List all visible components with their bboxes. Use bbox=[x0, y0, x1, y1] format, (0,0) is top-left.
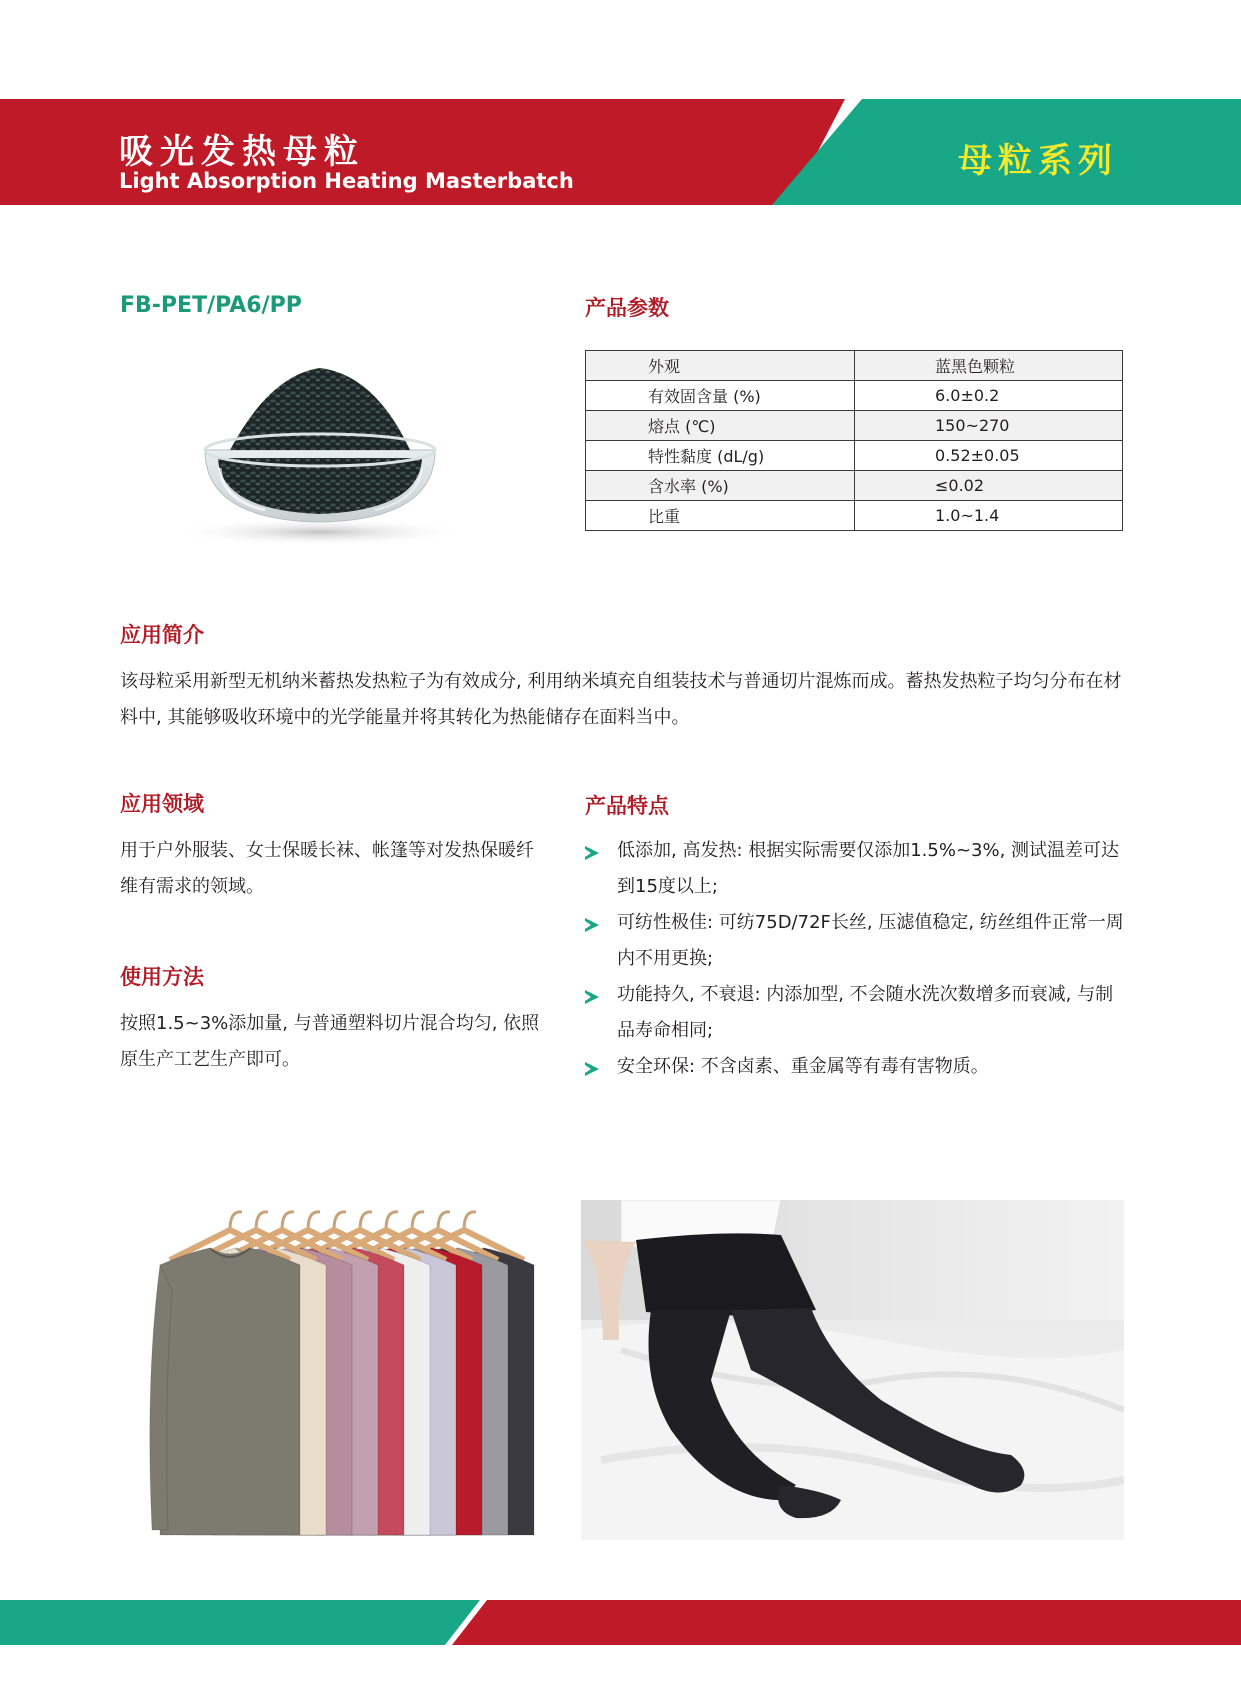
feature-text: 低添加, 高发热: 根据实际需要仅添加1.5%~3%, 测试温差可达到15度以上; bbox=[617, 840, 1120, 897]
feature-text: 可纺性极佳: 可纺75D/72F长丝, 压滤值稳定, 纺丝组件正常一周内不用更换; bbox=[617, 912, 1124, 969]
table-row bbox=[586, 471, 1123, 501]
feature-text: 功能持久, 不衰退: 内添加型, 不会随水洗次数增多而衰减, 与制品寿命相同; bbox=[617, 984, 1114, 1041]
shirts-photo bbox=[120, 1200, 560, 1540]
feature-text: 安全环保: 不含卤素、重金属等有毒有害物质。 bbox=[617, 1056, 989, 1077]
table-row bbox=[586, 441, 1123, 471]
spec-value: 0.52±0.05 bbox=[855, 441, 1123, 471]
list-item bbox=[585, 977, 1130, 1049]
spec-value: 150~270 bbox=[855, 411, 1123, 441]
list-item bbox=[585, 1049, 1130, 1085]
table-row bbox=[586, 381, 1123, 411]
intro-text: 该母粒采用新型无机纳米蓄热发热粒子为有效成分, 利用纳米填充自组装技术与普通切片混炼而成。蓄热发热粒子均匀分布在材料中, 其能够吸收环境中的光学能量并将其转化为热能储存在面料当中。 bbox=[120, 671, 1122, 728]
spec-value: 蓝黑色颗粒 bbox=[855, 351, 1123, 381]
usage-heading: 使用方法 bbox=[120, 965, 204, 989]
product-model: FB-PET/PA6/PP bbox=[120, 293, 302, 318]
pellet-bowl-image bbox=[160, 350, 480, 550]
footer-red-band bbox=[452, 1600, 1241, 1645]
spec-key: 外观 bbox=[586, 351, 855, 381]
page-title: 吸光发热母粒 bbox=[119, 132, 365, 172]
spec-key: 熔点 (℃) bbox=[586, 411, 855, 441]
shirt bbox=[150, 1212, 300, 1535]
fields-text: 用于户外服装、女士保暖长袜、帐篷等对发热保暖纤维有需求的领域。 bbox=[120, 840, 534, 897]
footer-green-band bbox=[0, 1600, 480, 1645]
table-row bbox=[586, 351, 1123, 381]
tights-photo bbox=[581, 1200, 1124, 1540]
list-item bbox=[585, 833, 1130, 905]
arrow-icon bbox=[585, 846, 599, 860]
spec-table bbox=[585, 350, 1123, 531]
spec-key: 含水率 (%) bbox=[586, 471, 855, 501]
usage-text: 按照1.5~3%添加量, 与普通塑料切片混合均匀, 依照原生产工艺生产即可。 bbox=[120, 1013, 540, 1070]
spec-value: ≤0.02 bbox=[855, 471, 1123, 501]
arrow-icon bbox=[585, 918, 599, 932]
spec-key: 特性黏度 (dL/g) bbox=[586, 441, 855, 471]
arrow-icon bbox=[585, 1062, 599, 1076]
list-item bbox=[585, 905, 1130, 977]
params-heading: 产品参数 bbox=[585, 296, 669, 320]
intro-heading: 应用简介 bbox=[120, 623, 204, 647]
features-list bbox=[585, 833, 1130, 1085]
fields-heading: 应用领域 bbox=[120, 792, 204, 816]
spec-key: 比重 bbox=[586, 501, 855, 531]
features-heading: 产品特点 bbox=[585, 794, 669, 818]
page-subtitle: Light Absorption Heating Masterbatch bbox=[119, 169, 574, 193]
series-label: 母粒系列 bbox=[958, 141, 1118, 181]
spec-key: 有效固含量 (%) bbox=[586, 381, 855, 411]
arrow-icon bbox=[585, 990, 599, 1004]
spec-value: 6.0±0.2 bbox=[855, 381, 1123, 411]
table-row bbox=[586, 501, 1123, 531]
spec-value: 1.0~1.4 bbox=[855, 501, 1123, 531]
table-row bbox=[586, 411, 1123, 441]
shirts-illustration bbox=[120, 1200, 560, 1540]
